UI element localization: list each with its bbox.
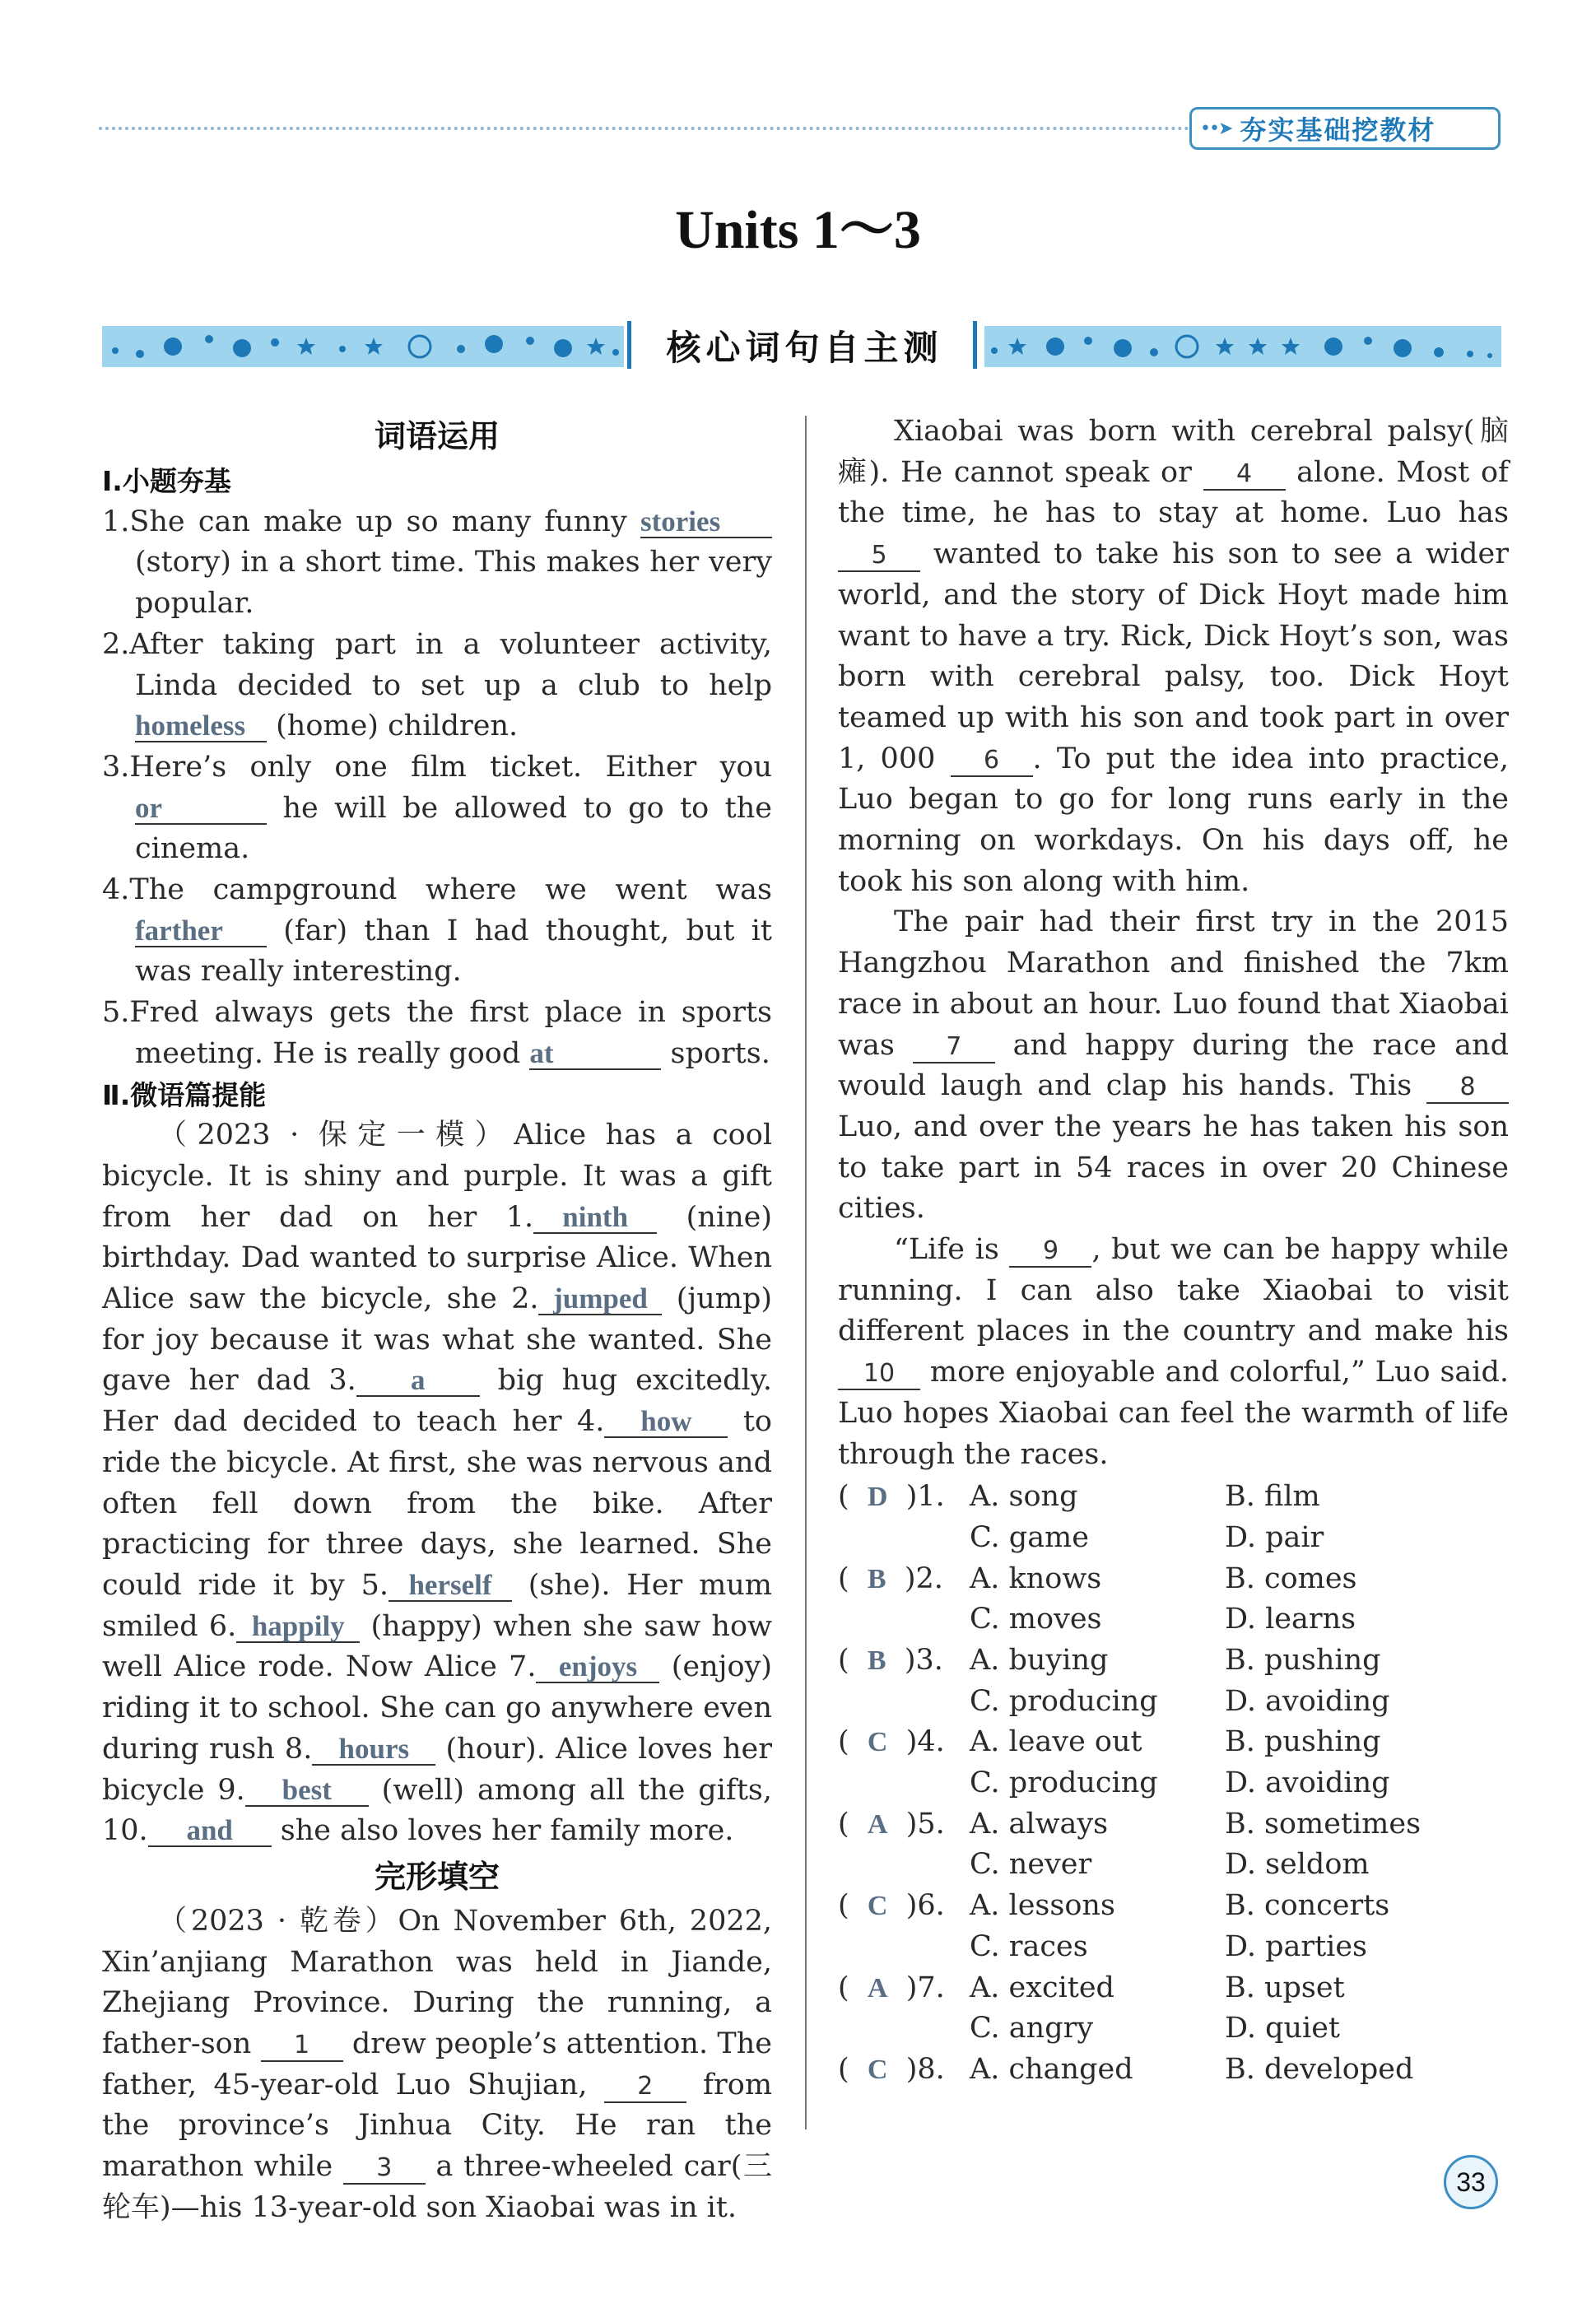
option-row: C. producing D. avoiding [970, 1766, 1390, 1800]
cloze-passage-para3: The pair had their first try in the 2015 Hangzhou Marathon and finished the 7km race in about an hour. Luo found that Xiaobai was 7 and happy during the race and would laugh and clap his hands. This 8 Luo, and over the years he has taken his son to take part in 54 races in over 20 Chinese cities. [838, 905, 1510, 1226]
cloze-passage-para1: （2023 · 乾卷）On November 6th, 2022, Xin’anjiang Marathon was held in Jiande, Zhejiang Province. During the running, a father-son 1 drew people’s attention. The father, 45-year-old Luo Shujian, 2 from the province’s Jinhua City. He ran the marathon while 3 a three-wheeled car(三轮车)—his 13-year-old son Xiaobai was in it. [102, 1904, 773, 2224]
answer-text: stories [640, 505, 721, 538]
cloze-options [838, 1477, 1509, 2090]
banner-decoration-right [984, 326, 1501, 367]
option-row: ( C )6. A. lessons B. concerts [838, 1889, 1390, 1923]
option-row: C. game D. pair [970, 1520, 1324, 1554]
section-heading-cloze: 完形填空 [374, 1858, 500, 1895]
section-heading-word-use: 词语运用 [374, 418, 500, 454]
banner-bar-left [627, 321, 631, 369]
option-row: C. moves D. learns [970, 1603, 1356, 1636]
header-dotted-rule [99, 127, 1189, 130]
page-title: Units 1～3 [675, 200, 921, 260]
right-column [838, 412, 1509, 2091]
answer-text: homeless [135, 710, 246, 742]
banner-bar-right [973, 321, 977, 369]
option-row: ( B )2. A. knows B. comes [838, 1561, 1357, 1595]
option-row: ( B )3. A. buying B. pushing [838, 1644, 1381, 1678]
banner-decoration-left [102, 326, 624, 367]
answer-text: or [135, 791, 163, 824]
page-number: 33 [1444, 2155, 1498, 2209]
answer-text: farther [135, 914, 223, 947]
option-row: C. producing D. avoiding [970, 1684, 1390, 1718]
option-row: ( A )5. A. always B. sometimes [838, 1807, 1422, 1841]
answer-text: at [529, 1036, 554, 1069]
header-tag-text: 夯实基础挖教材 [1240, 114, 1436, 146]
option-row: C. angry D. quiet [970, 2012, 1340, 2045]
left-column [102, 412, 772, 2229]
exercise-item: 3.Here’s only one film ticket. Either you or he will be allowed to go to the cinema. [102, 750, 772, 866]
option-row: C. never D. seldom [970, 1848, 1370, 1882]
part2-heading: Ⅱ.微语篇提能 [102, 1078, 267, 1111]
exercise-item: 4.The campground where we went was farther (far) than I had thought, but it was really interesting. [102, 873, 772, 989]
header-arrow-icon: ••➤ [1200, 118, 1232, 139]
option-row: ( A )7. A. excited B. upset [838, 1971, 1345, 2004]
option-row: ( C )4. A. leave out B. pushing [838, 1725, 1381, 1759]
header-tag [1189, 107, 1501, 150]
exercise-item: 2.After taking part in a volunteer activity, Linda decided to set up a club to help homeless (home) children. [102, 627, 772, 743]
column-divider [805, 416, 807, 2129]
cloze-passage-para2: Xiaobai was born with cerebral palsy(脑瘫). He cannot speak or 4 alone. Most of the time, he has to stay at home. Luo has 5 wanted to take his son to see a wider world, and the story of Dick Hoyt made him want to have a try. Rick, Dick Hoyt’s son, was born with cerebral palsy, too. Dick Hoyt teamed up with his son and took part in over 1, 000 6 . To put the idea into practice, Luo began to go for long runs early in the morning on workdays. On his days off, he took his son along with him. [838, 415, 1510, 898]
exercise-item: 5.Fred always gets the first place in sports meeting. He is really good at sports. [102, 996, 772, 1070]
part1-heading: Ⅰ.小题夯基 [102, 465, 231, 497]
option-row: C. races D. parties [970, 1929, 1368, 1963]
banner-title: 核心词句自主测 [666, 328, 943, 368]
option-row: ( D )1. A. song B. film [838, 1480, 1320, 1514]
passage-alice: （2023 · 保定一模）Alice has a cool bicycle. It is shiny and purple. It was a gift from her dad on her 1. ninth (nine) birthday. Dad wanted to surprise Alice. When Alice saw the bicycle, she 2. jumped (jump) for joy because it was what she wanted. She gave her dad 3. a big hug excitedly. Her dad decided to teach her 4. how to ride the bicycle. At first, she was nervous and often fell down from the bike. After practicing for three days, she learned. She could ride it by 5. herself (she). Her mum smiled 6. happily (happy) when she saw how well Alice rode. Now Alice 7. enjoys (enjoy) riding it to school. She can go anywhere even during rush 8. hours (hour). Alice loves her bicycle 9. best (well) among all the gifts, 10. and she also loves her family more. [102, 1119, 773, 1848]
cloze-passage-para4: “Life is 9 , but we can be happy while running. I can also take Xiaobai to visit different places in the country and make his 10 more enjoyable and colorful,” Luo said. Luo hopes Xiaobai can feel the warmth of life through the races. [838, 1233, 1509, 1471]
exercise-item: 1.She can make up so many funny stories (story) in a short time. This makes her very popular. [102, 505, 772, 621]
option-row: ( C )8. A. changed B. developed [838, 2052, 1414, 2086]
